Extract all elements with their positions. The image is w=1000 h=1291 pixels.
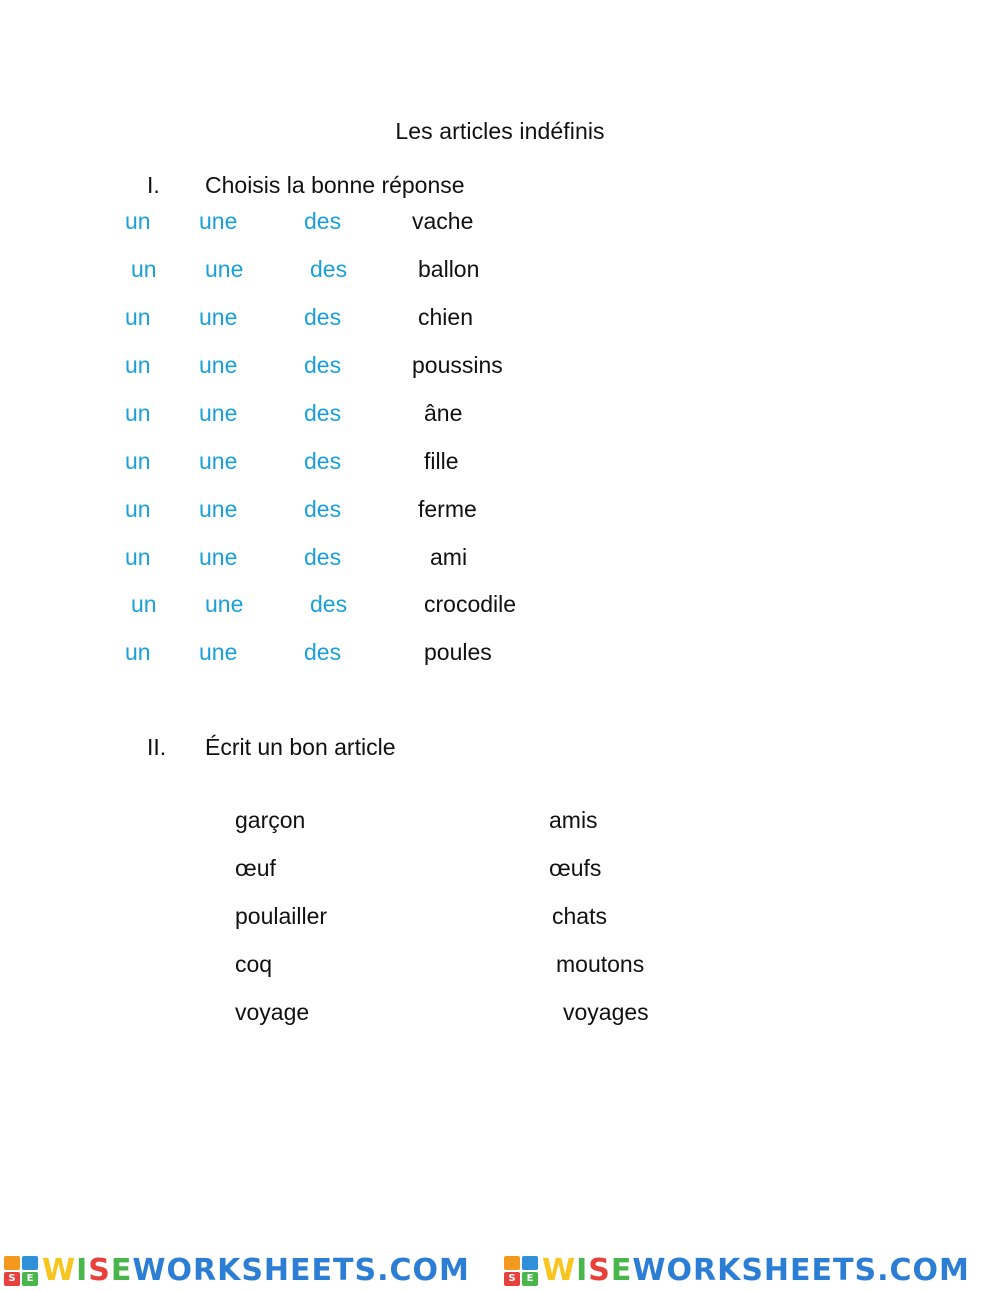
word-right: voyages xyxy=(563,999,649,1025)
word-right: moutons xyxy=(556,951,645,977)
article-option-des[interactable]: des xyxy=(304,400,342,426)
page-title: Les articles indéfinis xyxy=(395,118,605,144)
article-option-un[interactable]: un xyxy=(131,591,157,617)
section-1-title: Choisis la bonne réponse xyxy=(205,172,465,198)
noun-label: ami xyxy=(430,544,468,570)
article-option-des[interactable]: des xyxy=(310,256,348,282)
section-1-number: I. xyxy=(147,172,160,198)
fill-row xyxy=(0,999,1000,1029)
article-option-une[interactable]: une xyxy=(199,400,238,426)
word-left: poulailler xyxy=(235,903,328,929)
footer-watermark xyxy=(0,1251,1000,1291)
article-option-un[interactable]: un xyxy=(125,352,151,378)
article-option-une[interactable]: une xyxy=(199,639,238,665)
exercise-row xyxy=(0,448,1000,478)
noun-label: poules xyxy=(424,639,492,665)
exercise-row xyxy=(0,304,1000,334)
exercise-row xyxy=(0,639,1000,669)
article-option-une[interactable]: une xyxy=(199,208,238,234)
fill-row xyxy=(0,807,1000,837)
article-option-un[interactable]: un xyxy=(125,496,151,522)
exercise-row xyxy=(0,256,1000,286)
brand-watermark xyxy=(4,1253,496,1288)
fill-row xyxy=(0,855,1000,885)
word-left: voyage xyxy=(235,999,310,1025)
word-right: œufs xyxy=(549,855,602,881)
word-left: œuf xyxy=(235,855,276,881)
noun-label: âne xyxy=(424,400,463,426)
word-left: coq xyxy=(235,951,273,977)
section-2-title: Écrit un bon article xyxy=(205,734,396,760)
article-option-une[interactable]: une xyxy=(199,352,238,378)
article-option-des[interactable]: des xyxy=(304,448,342,474)
article-option-une[interactable]: une xyxy=(199,448,238,474)
brand-text: WISEWORKSHEETS.COM xyxy=(42,1253,470,1288)
word-right: chats xyxy=(552,903,607,929)
exercise-row xyxy=(0,400,1000,430)
article-option-des[interactable]: des xyxy=(304,639,342,665)
exercise-row xyxy=(0,352,1000,382)
article-option-un[interactable]: un xyxy=(125,544,151,570)
noun-label: ballon xyxy=(418,256,480,282)
article-option-une[interactable]: une xyxy=(199,496,238,522)
exercise-row xyxy=(0,208,1000,238)
article-option-un[interactable]: un xyxy=(125,208,151,234)
article-option-un[interactable]: un xyxy=(125,304,151,330)
brand-logo-icon: S E xyxy=(4,1256,38,1286)
fill-row xyxy=(0,903,1000,933)
noun-label: poussins xyxy=(412,352,503,378)
brand-logo-icon: S E xyxy=(504,1256,538,1286)
brand-watermark xyxy=(504,1253,996,1288)
article-option-une[interactable]: une xyxy=(199,304,238,330)
word-left: garçon xyxy=(235,807,306,833)
brand-text: WISEWORKSHEETS.COM xyxy=(542,1253,970,1288)
noun-label: vache xyxy=(412,208,474,234)
noun-label: fille xyxy=(424,448,459,474)
article-option-des[interactable]: des xyxy=(304,304,342,330)
article-option-un[interactable]: un xyxy=(125,448,151,474)
article-option-des[interactable]: des xyxy=(310,591,348,617)
article-option-une[interactable]: une xyxy=(205,256,244,282)
noun-label: crocodile xyxy=(424,591,517,617)
article-option-une[interactable]: une xyxy=(199,544,238,570)
article-option-des[interactable]: des xyxy=(304,544,342,570)
noun-label: chien xyxy=(418,304,473,330)
exercise-row xyxy=(0,591,1000,621)
fill-row xyxy=(0,951,1000,981)
article-option-un[interactable]: un xyxy=(131,256,157,282)
article-option-des[interactable]: des xyxy=(304,352,342,378)
article-option-une[interactable]: une xyxy=(205,591,244,617)
exercise-row xyxy=(0,544,1000,574)
noun-label: ferme xyxy=(418,496,477,522)
word-right: amis xyxy=(549,807,598,833)
section-2-number: II. xyxy=(147,734,167,760)
exercise-row xyxy=(0,496,1000,526)
section-1-heading xyxy=(147,172,465,199)
section-2-heading xyxy=(147,734,395,761)
article-option-des[interactable]: des xyxy=(304,496,342,522)
article-option-des[interactable]: des xyxy=(304,208,342,234)
article-option-un[interactable]: un xyxy=(125,400,151,426)
article-option-un[interactable]: un xyxy=(125,639,151,665)
